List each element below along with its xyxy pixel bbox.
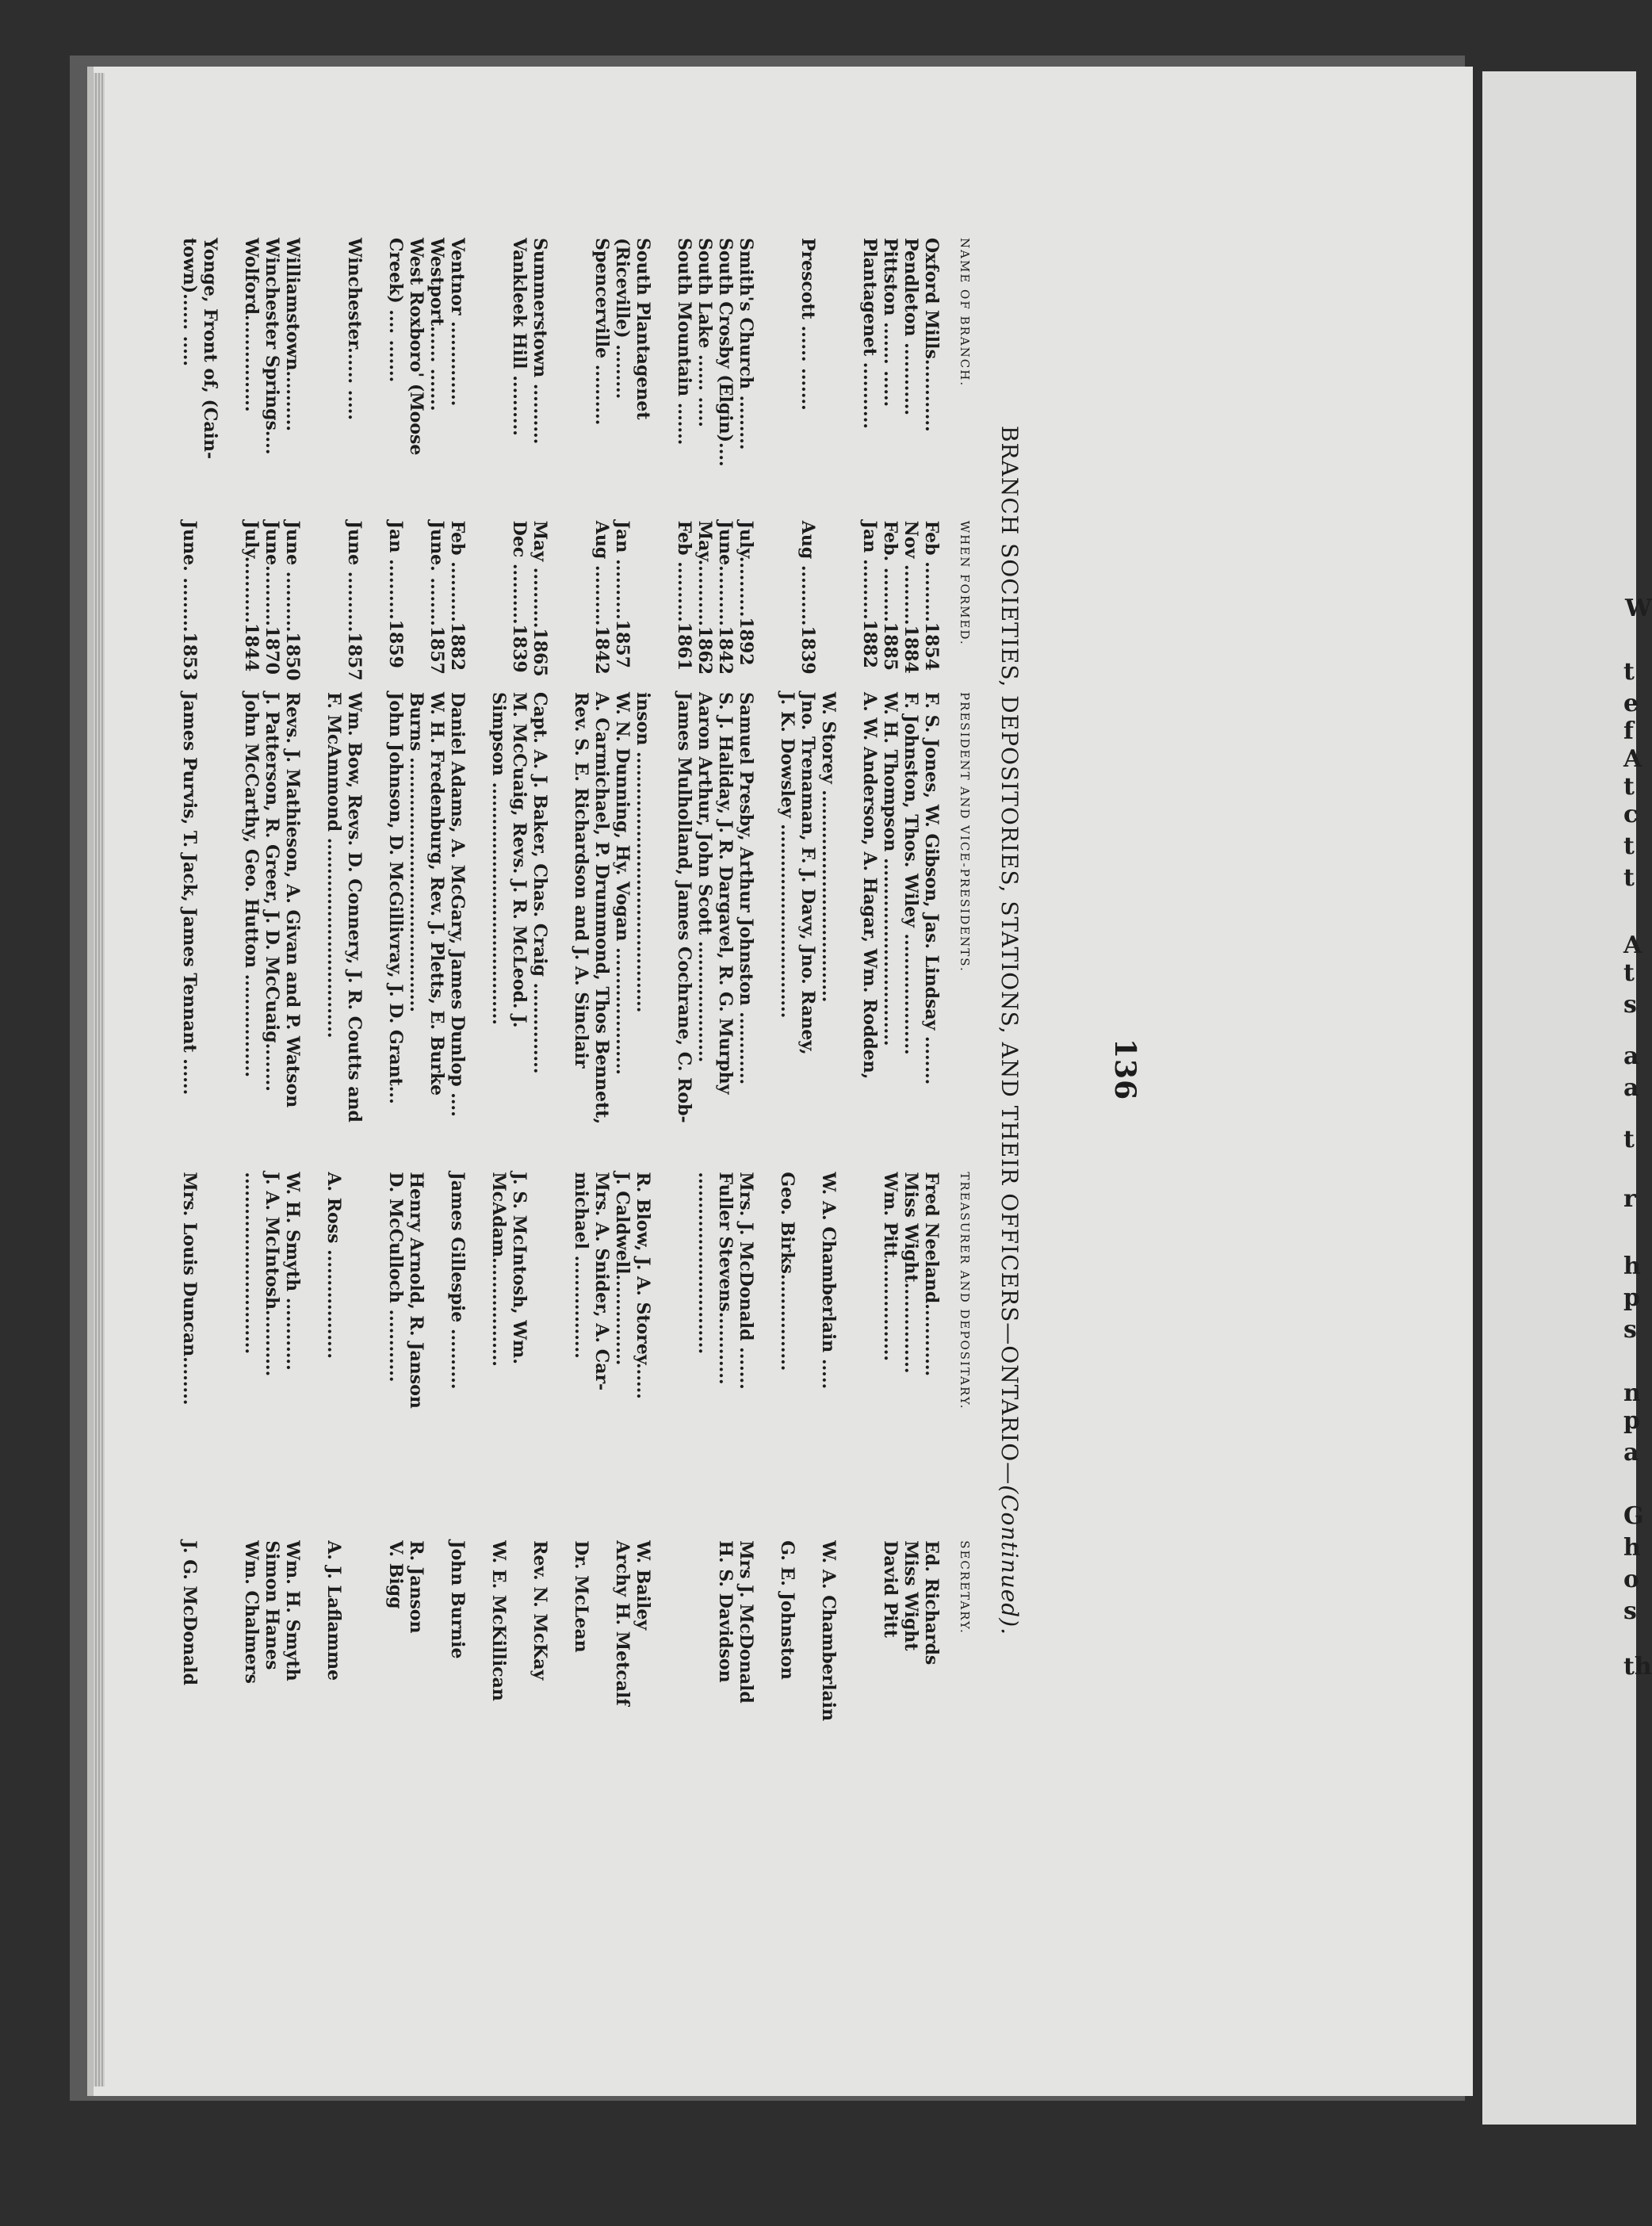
cell-branch	[323, 238, 344, 521]
cell-treasurer: McAdam..................	[488, 1172, 509, 1367]
row-gap	[220, 238, 241, 1823]
cell-branch: Pittston ....... ......	[880, 238, 901, 407]
facing-page-letter: p	[1623, 1407, 1640, 1435]
cell-formed	[633, 521, 653, 692]
facing-page-letter: th	[1623, 1653, 1652, 1681]
cell-secretary	[344, 1540, 365, 1823]
cell-branch: Summerstown ..........	[530, 238, 550, 445]
cell-secretary: Archy H. Metcalf	[612, 1540, 633, 1706]
table-row	[715, 238, 736, 1823]
table-row	[736, 238, 756, 1823]
cell-president: James Purvis, T. Jack, James Tennant ......	[179, 691, 200, 1096]
header-formed: WHEN FORMED.	[958, 520, 972, 646]
cell-treasurer: Mrs. J. McDonald .......	[736, 1172, 756, 1390]
cell-branch: West Roxboro' (Moose	[406, 238, 426, 456]
cell-branch	[488, 238, 509, 521]
table-row	[818, 238, 839, 1823]
cell-formed: Aug ..........1842	[591, 520, 612, 675]
table-body	[179, 238, 942, 1823]
cell-formed: Feb ..........1882	[447, 520, 468, 671]
cell-secretary: A. J. Laflamme	[323, 1540, 344, 1681]
cell-secretary: Rev. N. McKay	[530, 1540, 550, 1681]
cell-secretary: John Burnie	[447, 1540, 468, 1659]
facing-page-letter: t	[1623, 864, 1635, 892]
row-gap	[303, 238, 323, 1823]
cell-formed: Jan ..........1859	[385, 520, 406, 668]
cell-president: W. H. Fredenburg, Rev. J. Pletts, E. Burke	[426, 691, 447, 1096]
facing-page-letter: t	[1623, 1126, 1635, 1153]
cell-secretary: Ed. Richards	[921, 1540, 942, 1666]
header-secretary: SECRETARY.	[958, 1540, 972, 1635]
table-row	[200, 238, 220, 1823]
cell-secretary: Mrs J. McDonald	[736, 1540, 756, 1704]
row-gap	[653, 238, 674, 1823]
cell-branch: Wolford................	[241, 238, 262, 412]
cell-secretary: W. E. McKillican	[488, 1540, 509, 1701]
cell-formed: June. .........1853	[179, 520, 200, 681]
cell-treasurer: Miss Wight...............	[901, 1172, 921, 1374]
cell-treasurer: Geo. Birks................	[777, 1172, 797, 1371]
title-text: BRANCH SOCIETIES, DEPOSITORIES, STATIONS, AND THEIR OFFICERS—ONTARIO—	[996, 425, 1023, 1486]
facing-page-letter: s	[1623, 1316, 1637, 1344]
cell-secretary: David Pitt	[880, 1540, 901, 1638]
cell-formed: Feb ..........1861	[674, 520, 694, 671]
table-row	[674, 238, 694, 1823]
cell-formed: June ..........1850	[282, 520, 303, 681]
table-row	[612, 238, 633, 1823]
table-row	[797, 238, 818, 1823]
row-gap	[839, 238, 859, 1823]
table-row	[694, 238, 715, 1823]
cell-secretary	[426, 1540, 447, 1823]
table-row	[241, 238, 262, 1823]
cell-branch: South Lake ...... .....	[694, 238, 715, 427]
facing-page-letter: o	[1623, 1566, 1640, 1593]
cell-branch	[777, 238, 797, 521]
cell-treasurer	[426, 1172, 447, 1540]
cell-formed: June. ........1857	[426, 520, 447, 675]
cell-branch: (Riceville) .........	[612, 238, 633, 400]
facing-page-letter: n	[1623, 1379, 1641, 1407]
cell-secretary: Simon Hanes	[262, 1540, 282, 1670]
cell-treasurer	[797, 1172, 818, 1540]
table-row	[323, 238, 344, 1823]
cell-formed: Jan ..........1857	[612, 520, 633, 668]
cell-secretary	[591, 1540, 612, 1823]
cell-formed: June..........1842	[715, 520, 736, 675]
cell-secretary: V. Bigg	[385, 1540, 406, 1609]
cell-president: Samuel Presby, Arthur Johnston ............	[736, 691, 756, 1085]
cell-secretary: Wm. Chalmers	[241, 1540, 262, 1684]
facing-page-letter: t	[1623, 832, 1635, 860]
cell-branch: Winchester...... .....	[344, 238, 365, 421]
cell-treasurer: A. Ross ..................	[323, 1172, 344, 1359]
table-row	[530, 238, 550, 1823]
cell-treasurer: J. S. McIntosh, Wm.	[509, 1172, 530, 1364]
table-header-row	[942, 238, 975, 1823]
table-row	[426, 238, 447, 1823]
table-row	[282, 238, 303, 1823]
cell-formed: July...........1844	[241, 520, 262, 672]
page-number: 136	[1108, 1038, 1141, 1101]
cell-president: Rev. S. E. Richardson and J. A. Sinclair	[571, 691, 591, 1069]
cell-treasurer: ..............................	[694, 1172, 715, 1355]
cell-branch: Smith's Church .........	[736, 238, 756, 450]
cell-treasurer: Henry Arnold, R. Janson	[406, 1172, 426, 1409]
facing-page	[1482, 71, 1652, 2125]
cell-branch: South Plantagenet	[633, 238, 653, 420]
cell-president: M. McCuaig, Revs. J. R. McLeod. J.	[509, 691, 530, 1028]
cell-president: S. J. Haliday, J. R. Dargavel, R. G. Murphy	[715, 691, 736, 1095]
cell-president: J. Patterson, R. Greer, J. D. McCuaig........	[262, 691, 282, 1092]
facing-page-letter: a	[1623, 1439, 1639, 1467]
cell-secretary: R. Janson	[406, 1540, 426, 1634]
cell-treasurer: J. A. McIntosh...........	[262, 1172, 282, 1377]
cell-formed: Nov ..........1884	[901, 520, 921, 674]
cell-branch: South Mountain .......	[674, 238, 694, 446]
cell-president: Revs. J. Mathieson, A. Givan and P. Watson	[282, 691, 303, 1108]
cell-formed	[200, 521, 220, 692]
cell-formed: May...........1862	[694, 520, 715, 675]
facing-page-letter: c	[1623, 801, 1639, 828]
cell-formed: June..........1870	[262, 520, 282, 675]
facing-page-letter: s	[1623, 991, 1637, 1019]
cell-formed: Aug ..........1839	[797, 520, 818, 675]
cell-treasurer: W. H. Smyth ............	[282, 1172, 303, 1371]
cell-president: Jno. Trenaman, F. J. Davy, Jno. Raney,	[797, 691, 818, 1055]
table-row	[447, 238, 468, 1823]
cell-secretary: J. G. McDonald	[179, 1540, 200, 1686]
header-branch: NAME OF BRANCH.	[958, 238, 972, 388]
cell-president: A. W. Anderson, A. Hagar, Wm. Rodden,	[859, 691, 880, 1080]
cell-president: J. K. Dowsley ................................	[777, 691, 797, 1019]
cell-branch: Pendleton ............	[901, 238, 921, 416]
cell-president: Burns ..........................................	[406, 691, 426, 1012]
cell-branch: South Crosby (Elgin)....	[715, 238, 736, 467]
cell-formed: Feb. .........1885	[880, 520, 901, 671]
cell-branch: Oxford Mills............	[921, 238, 942, 432]
cell-president: F. S. Jones, W. Gibson, Jas. Lindsay ........	[921, 691, 942, 1085]
cell-secretary	[694, 1540, 715, 1823]
title-continued: (Continued).	[996, 1485, 1023, 1636]
cell-branch: Yonge, Front of, (Cain-	[200, 238, 220, 460]
facing-page-letter: W	[1625, 595, 1652, 622]
cell-branch: town)...... .....	[179, 238, 200, 367]
table-row	[179, 238, 200, 1823]
table-row	[262, 238, 282, 1823]
cell-formed: May ..........1865	[530, 520, 550, 677]
cell-treasurer	[344, 1172, 365, 1540]
cell-treasurer: D. McCulloch ............	[385, 1172, 406, 1383]
row-gap	[550, 238, 571, 1823]
table-row	[880, 238, 901, 1823]
cell-treasurer: James Gillespie ..........	[447, 1172, 468, 1390]
cell-secretary: W. A. Chamberlain	[818, 1540, 839, 1722]
cell-secretary: W. Bailey	[633, 1540, 653, 1631]
cell-branch: Creek) .... .......	[385, 238, 406, 383]
table-row	[406, 238, 426, 1823]
cell-formed	[488, 521, 509, 692]
header-treasurer: TREASURER AND DEPOSITARY.	[958, 1172, 972, 1410]
cell-branch: Prescott ...... .......	[797, 238, 818, 411]
cell-branch: Vankleek Hill ..........	[509, 238, 530, 436]
facing-page-letter: a	[1623, 1042, 1639, 1070]
cell-treasurer: michael .................	[571, 1172, 591, 1359]
cell-president: Aaron Arthur, John Scott ....................	[694, 691, 715, 1063]
facing-page-letter: h	[1623, 1253, 1641, 1280]
cell-secretary: H. S. Davidson	[715, 1540, 736, 1683]
cell-branch: Ventnor ..............	[447, 238, 468, 407]
facing-page-letter: t	[1623, 959, 1635, 987]
cell-branch	[818, 238, 839, 521]
row-gap	[365, 238, 385, 1823]
cell-president: F. McAmmond .................................	[323, 691, 344, 1038]
facing-page-letter: r	[1623, 1185, 1636, 1213]
page-edges	[94, 73, 105, 2086]
table-row	[385, 238, 406, 1823]
cell-branch: Williamstown..........	[282, 238, 303, 432]
cell-branch: Westport...... .......	[426, 238, 447, 411]
cell-secretary	[859, 1540, 880, 1823]
cell-formed: Jan ..........1882	[859, 520, 880, 668]
cell-secretary	[509, 1540, 530, 1823]
cell-treasurer	[200, 1172, 220, 1540]
cell-president: Wm. Bow, Revs. D. Connery, J. R. Coutts and	[344, 691, 365, 1123]
table-row	[901, 238, 921, 1823]
cell-formed: June ..........1857	[344, 520, 365, 681]
row-gap	[468, 238, 488, 1823]
cell-formed	[777, 521, 797, 692]
table-row	[777, 238, 797, 1823]
cell-president: W. Storey ...................................	[818, 691, 839, 1003]
cell-treasurer	[530, 1172, 550, 1540]
cell-secretary: Wm. H. Smyth	[282, 1540, 303, 1681]
cell-formed: Feb ..........1854	[921, 520, 942, 671]
cell-secretary	[674, 1540, 694, 1823]
cell-secretary: Dr. McLean	[571, 1540, 591, 1653]
cell-treasurer: W. A. Chamberlain .....	[818, 1172, 839, 1390]
facing-page-letter: e	[1623, 690, 1639, 717]
cell-treasurer: Fuller Stevens............	[715, 1172, 736, 1385]
cell-president: F. Johnston, Thos. Wiley ....................	[901, 691, 921, 1055]
facing-page-letter: s	[1623, 1597, 1637, 1625]
cell-treasurer	[674, 1172, 694, 1540]
facing-page-letter: p	[1623, 1284, 1640, 1312]
facing-page-letter: t	[1623, 773, 1635, 801]
officers-table	[179, 238, 975, 1823]
cell-secretary	[797, 1540, 818, 1823]
cell-president: John McCarthy, Geo. Hutton .................	[241, 691, 262, 1077]
table-row	[859, 238, 880, 1823]
cell-president: Daniel Adams, A. McGary, James Dunlop ....	[447, 691, 468, 1117]
cell-formed	[323, 521, 344, 692]
cell-treasurer: R. Blow, J. A. Storey......	[633, 1172, 653, 1399]
facing-page-letter: A	[1623, 931, 1642, 959]
cell-formed	[406, 521, 426, 692]
facing-page-letter: G	[1623, 1502, 1644, 1530]
cell-treasurer: J. Caldwell...............	[612, 1172, 633, 1366]
page-title	[996, 238, 1023, 1823]
facing-page-letter: f	[1623, 717, 1634, 745]
cell-treasurer: ..............................	[241, 1172, 262, 1355]
cell-secretary: G. E. Johnston	[777, 1540, 797, 1680]
cell-secretary	[200, 1540, 220, 1823]
facing-page-letter: a	[1623, 1074, 1639, 1102]
facing-page-letter: A	[1623, 745, 1642, 773]
cell-secretary: Miss Wight	[901, 1540, 921, 1651]
row-gap	[756, 238, 777, 1823]
cell-formed: Dec ..........1839	[509, 520, 530, 673]
table-row	[591, 238, 612, 1823]
cell-president: A. Carmichael, P. Drummond, Thos Bennett,	[591, 691, 612, 1125]
cell-president: Simpson ........................................	[488, 691, 509, 1025]
table-row	[571, 238, 591, 1823]
cell-branch: Winchester Springs....	[262, 238, 282, 455]
cell-formed	[818, 521, 839, 692]
facing-page-letter: t	[1623, 658, 1635, 686]
cell-branch: Spencerville ..........	[591, 238, 612, 426]
cell-branch: Plantagenet ...........	[859, 238, 880, 430]
table-row	[633, 238, 653, 1823]
cell-president: W. H. Thompson ...............................	[880, 691, 901, 1046]
rotated-content	[179, 238, 1141, 1823]
table-row	[509, 238, 530, 1823]
cell-treasurer: Wm. Pitt.................	[880, 1172, 901, 1362]
cell-treasurer	[859, 1172, 880, 1540]
cell-treasurer: Mrs. Louis Duncan........	[179, 1172, 200, 1406]
facing-page-letter: h	[1623, 1534, 1641, 1562]
cell-branch	[571, 238, 591, 521]
cell-formed	[571, 521, 591, 692]
table-row	[344, 238, 365, 1823]
cell-president: inson ...........................................	[633, 691, 653, 1013]
cell-president	[200, 692, 220, 1172]
cell-president: Capt. A. J. Baker, Chas. Craig ...............	[530, 691, 550, 1074]
cell-president: W. N. Dunning, Hy. Vogan .....................	[612, 691, 633, 1075]
cell-president: James Mulholland, James Cochrane, C. Rob-	[674, 691, 694, 1123]
cell-treasurer: Mrs. A. Snider, A. Car-	[591, 1172, 612, 1391]
cell-formed: July..........1892	[736, 520, 756, 666]
header-president: PRESIDENT AND VICE-PRESIDENTS.	[958, 691, 972, 973]
table-row	[921, 238, 942, 1823]
table-row	[488, 238, 509, 1823]
cell-president: John Johnson, D. McGillivray, J. D. Grant...	[385, 691, 406, 1104]
cell-treasurer: Fred Neeland............	[921, 1172, 942, 1377]
